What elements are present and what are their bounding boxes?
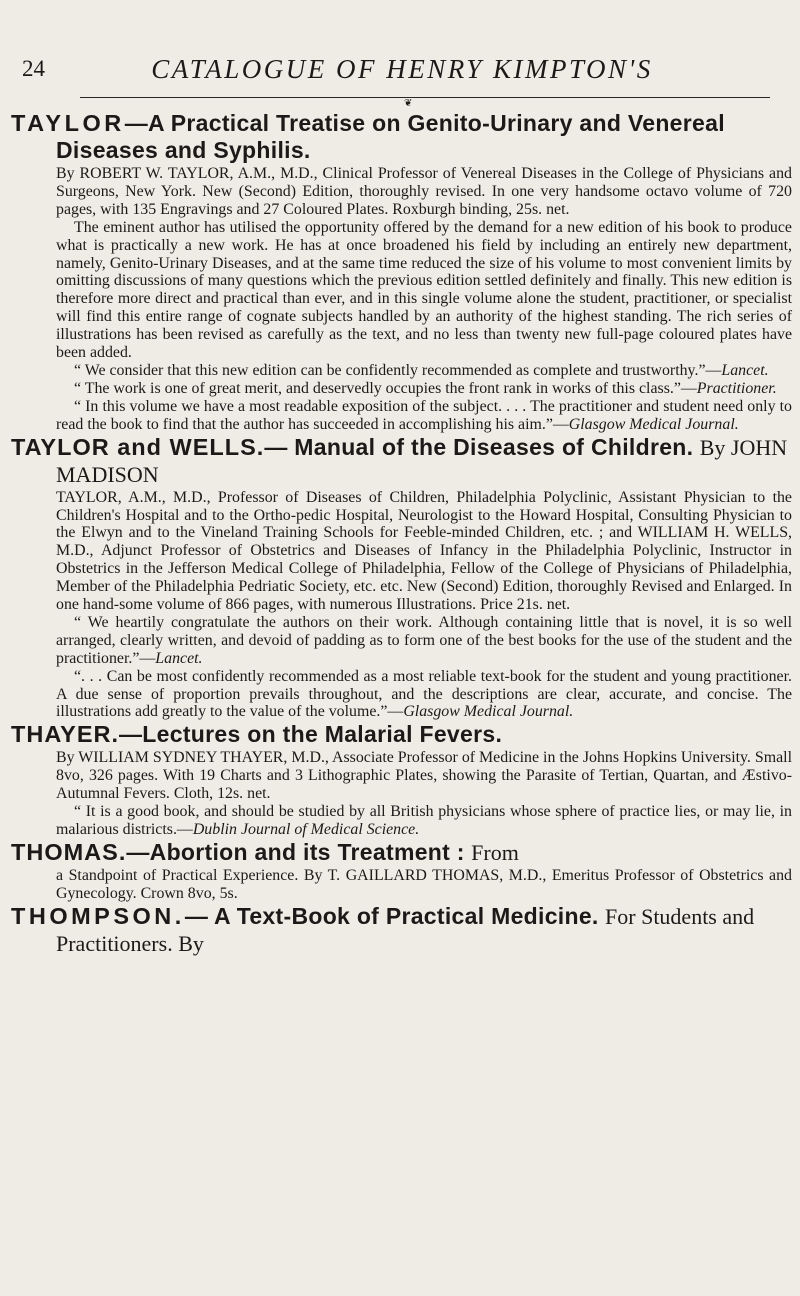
entry-description: TAYLOR, A.M., M.D., Professor of Diseases of Children, Philadelphia Polyclinic, Assistant Physician to the Children's Hospital and to the Ortho-pedic Hospital, Neurologist to the Howard Hospital, Consulting Physician to the Elwyn and to the Vineland Training Schools for Feeble-minded Children, etc. ; and WILLIAM H. WELLS, M.D., Adjunct Professor of Obstetrics and Diseases of Infancy in the Philadelphia Polyclinic, Instructor in Obstetrics in the Jefferson Medical College of Philadelphia, Fellow of the College of Physicians of Philadelphia, Member of the Philadelphia Pedriatic Society, etc. etc. New (Second) Edition, thoroughly Revised and Enlarged. In one hand-some volume of 866 pages, with numerous Illustrations. Price 21s. net.: [56, 488, 792, 614]
entry-description: By ROBERT W. TAYLOR, A.M., M.D., Clinical Professor of Venereal Diseases in the College of Physicians and Surgeons, New York. New (Second) Edition, thoroughly revised. In one very handsome octavo volume of 720 pages, with 135 Engravings and 27 Coloured Plates. Roxburgh binding, 25s. net.: [56, 165, 792, 218]
catalogue-entry: [11, 838, 792, 903]
entry-title-tail: By JOHN MADISON: [56, 434, 788, 487]
review-source: Lancet.: [721, 361, 769, 379]
review-source: Lancet.: [155, 649, 203, 667]
review-quote: “ In this volume we have a most readable exposition of the subject. . . . The practitioner and student need only to read the book to find that the author has succeeded in accomplishing his aim.”—Glasgow Medical Journal.: [56, 397, 792, 433]
running-head: [22, 50, 782, 90]
review-quote: “. . . Can be most confidently recommended as a most reliable text-book for the student and young practitioner. A due sense of proportion prevails throughout, and the descriptions are clear, accurate, and concise. The illustrations add greatly to the value of the volume.”—Glasgow Medical Journal.: [56, 667, 792, 721]
entry-title: [11, 110, 792, 164]
entry-headword: TAYLOR: [11, 110, 125, 136]
entry-description: By WILLIAM SYDNEY THAYER, M.D., Associate Professor of Medicine in the Johns Hopkins University. Small 8vo, 326 pages. With 19 Charts and 3 Lithographic Plates, showing the Parasite of Tertian, Quartan, and Æstivo-Autumnal Fevers. Cloth, 12s. net.: [56, 749, 792, 803]
review-source: Glasgow Medical Journal.: [403, 703, 574, 721]
entry-title-text: — Manual of the Diseases of Children.: [264, 433, 694, 460]
review-quote: “ It is a good book, and should be studied by all British physicians whose sphere of practice lies, or may lie, in malarious districts.—Dublin Journal of Medical Science.: [56, 803, 792, 838]
entry-title-tail: For Students and Practitioners. By: [56, 903, 755, 956]
entry-headword: THOMAS.: [11, 838, 127, 865]
printer-ornament: ❦: [404, 98, 413, 109]
header-rule: [80, 97, 770, 98]
entry-description: a Standpoint of Practical Experience. By T. GAILLARD THOMAS, M.D., Emeritus Professor of Obstetrics and Gynecology. Crown 8vo, 5s.: [56, 866, 792, 902]
entry-headword: THAYER.: [11, 721, 119, 748]
review-source: Glasgow Medical Journal.: [568, 415, 739, 433]
catalogue-entry: [11, 110, 792, 434]
catalogue-entry: [11, 433, 792, 722]
entry-headword: THOMPSON.: [11, 902, 185, 929]
entry-title-text: — A Text-Book of Practical Medicine.: [184, 902, 599, 929]
entry-title: [11, 434, 792, 488]
review-quote: “ We consider that this new edition can be confidently recommended as complete and trustworthy.”—Lancet.: [74, 361, 769, 379]
entry-title-text: —Lectures on the Malarial Fevers.: [119, 721, 503, 748]
entry-title: [11, 839, 792, 866]
entry-description: The eminent author has utilised the opportunity offered by the demand for a new edition of his book to produce what is practically a new work. He has at once broadened his field by including an entirely new department, namely, Genito-Urinary Diseases, and at the same time reduced the size of his volume to most convenient limits by omitting discussions of many questions which the previous edition settled definitely and finally. This new edition is therefore more direct and practical than ever, and in this single volume alone the student, practitioner, or specialist will find this entire range of cognate subjects handled by an authority of the highest standing. The rich series of illustrations has been revised as carefully as the text, and no less than twenty new full-page coloured plates have been added.: [56, 218, 792, 362]
running-title: CATALOGUE OF HENRY KIMPTON'S: [151, 54, 653, 84]
catalogue-entries: [11, 110, 792, 958]
page-number: 24: [22, 56, 45, 81]
entry-title: [11, 903, 792, 957]
review-source: Practitioner.: [696, 379, 777, 397]
review-source: Dublin Journal of Medical Science.: [192, 821, 420, 838]
review-quote: “ We heartily congratulate the authors on their work. Although containing little that is novel, it is so well arranged, clearly written, and devoid of padding as to form one of the best books for the use of the student and the practitioner.”—Lancet.: [56, 613, 792, 667]
catalogue-entry: [11, 721, 792, 839]
catalogue-entry: [11, 902, 792, 957]
entry-title-tail: From: [471, 839, 519, 865]
entry-title-text: —A Practical Treatise on Genito-Urinary and Venereal Diseases and Syphilis.: [56, 110, 725, 163]
review-quote: “ The work is one of great merit, and deservedly occupies the front rank in works of this class.”—Practitioner.: [74, 379, 777, 397]
entry-headword: TAYLOR and WELLS.: [11, 433, 265, 460]
entry-title: [11, 721, 792, 748]
entry-title-text: —Abortion and its Treatment :: [126, 838, 465, 865]
